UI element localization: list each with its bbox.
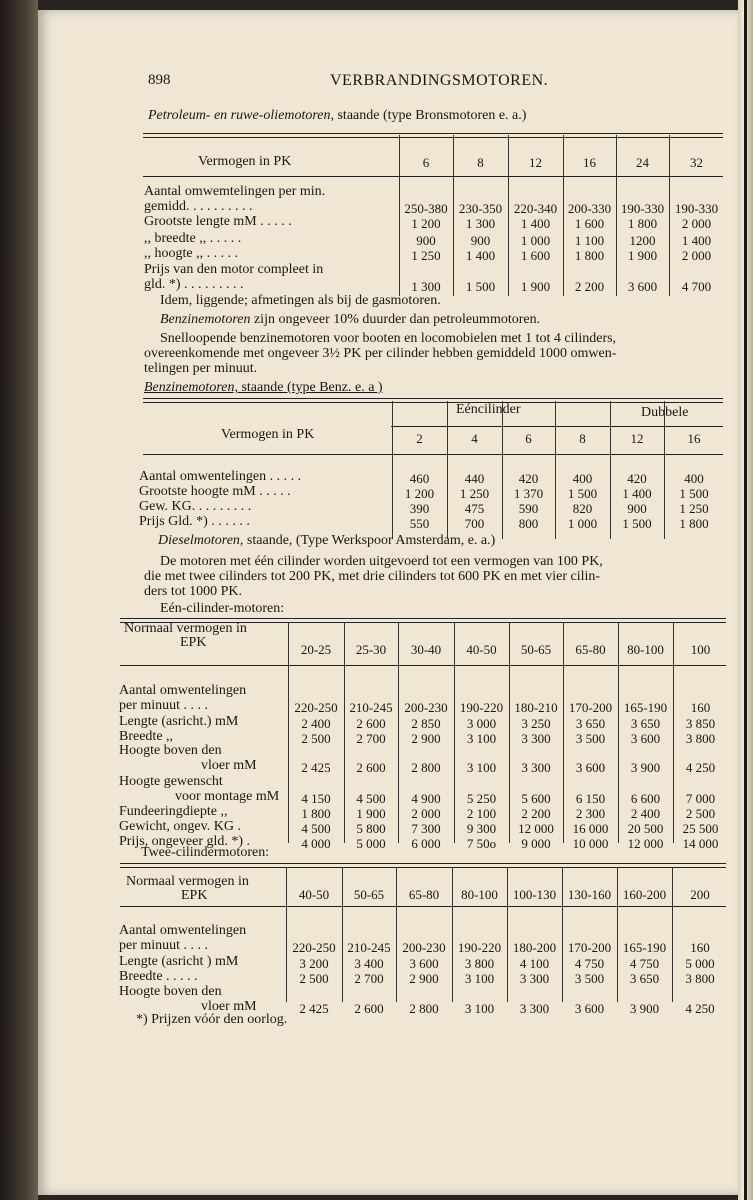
section1-row-label: Grootste lengte mM . . . . . bbox=[144, 214, 292, 229]
section2-note3: Eén-cilinder-motoren: bbox=[160, 601, 285, 616]
section2-group-dubbele: Dubbele bbox=[641, 405, 689, 420]
section3-cell: 14 000 bbox=[682, 836, 719, 851]
section2-cell: 1 200 bbox=[404, 486, 435, 501]
section2-cell: 420 bbox=[518, 471, 539, 486]
section3-cell: 1 800 bbox=[301, 806, 331, 821]
section1-cell: 1 600 bbox=[574, 216, 605, 231]
section3-cell: 6 600 bbox=[630, 791, 661, 806]
section1-cell: 250-380 bbox=[404, 201, 448, 216]
section3-row-label: Gewicht, ongev. KG . bbox=[119, 819, 241, 834]
section1-note2-rest: zijn ongeveer 10% duurder dan petroleummotoren. bbox=[253, 312, 541, 327]
section3-cell: 2 600 bbox=[356, 716, 386, 731]
section3-cell: 2 400 bbox=[301, 716, 331, 731]
section4-cell: 220-250 bbox=[292, 940, 336, 955]
section4-cell: 2 800 bbox=[409, 1001, 439, 1016]
section4-header-label1: Normaal vermogen in bbox=[126, 874, 249, 889]
section4-cell: 3 600 bbox=[574, 1001, 605, 1016]
section2-note1-rest: staande, (Type Werkspoor Amsterdam, e. a.) bbox=[246, 533, 496, 548]
section3-col-4: 50-65 bbox=[520, 642, 552, 657]
section3-note: Twee-cilindermotoren: bbox=[141, 845, 270, 860]
section3-cell: 160 bbox=[690, 700, 711, 715]
section3-header-label2: EPK bbox=[180, 635, 207, 650]
section3-cell: 5 250 bbox=[466, 791, 497, 806]
section3-cell: 4 150 bbox=[301, 791, 331, 806]
section1-row-label2: gld. *) . . . . . . . . . bbox=[144, 277, 244, 292]
section3-cell: 180-210 bbox=[514, 700, 558, 715]
section3-cell: 165-190 bbox=[623, 700, 668, 715]
section3-cell: 5 600 bbox=[521, 791, 551, 806]
section2-cell: 700 bbox=[464, 516, 485, 531]
section3-col-0: 20-25 bbox=[300, 642, 332, 657]
section1-col-1: 8 bbox=[477, 155, 484, 170]
section1-note2-italic: Benzinemotoren bbox=[160, 312, 251, 327]
section3-cell: 4 000 bbox=[301, 836, 331, 851]
section3-row-label: Prijs, ongeveer gld. *) . bbox=[119, 834, 251, 849]
section4-row-label2: vloer mM bbox=[201, 999, 257, 1014]
section2-col-0: 2 bbox=[416, 431, 423, 446]
section3-cell: 3 800 bbox=[685, 731, 716, 746]
section1-cell: 3 600 bbox=[627, 279, 658, 294]
section3-cell: 200-230 bbox=[404, 700, 448, 715]
section4-cell: 4 250 bbox=[685, 1001, 715, 1016]
section4-col-2: 65-80 bbox=[408, 887, 440, 902]
section3-cell: 4 250 bbox=[685, 760, 716, 775]
section3-cell: 12 000 bbox=[518, 821, 554, 836]
section2-row-label: Grootste hoogte mM . . . . . bbox=[139, 484, 291, 499]
section1-cell: 1 500 bbox=[465, 279, 496, 294]
footnote: *) Prijzen vóór den oorlog. bbox=[136, 1012, 288, 1027]
section1-col-5: 32 bbox=[690, 155, 703, 170]
section1-caption bbox=[148, 108, 526, 124]
section3-cell: 20 500 bbox=[627, 821, 664, 836]
section2-cell: 820 bbox=[572, 501, 593, 516]
section4-cell: 4 750 bbox=[629, 956, 660, 971]
section3-cell: 10 000 bbox=[572, 836, 609, 851]
section2-col-1: 4 bbox=[471, 431, 478, 446]
section3-cell: 3 600 bbox=[575, 760, 606, 775]
section2-group-eencilinder: Eéncilinder bbox=[456, 402, 521, 417]
section4-cell: 3 100 bbox=[464, 1001, 495, 1016]
section3-row-label2: voor montage mM bbox=[175, 789, 280, 804]
section2-row-label: Aantal omwentelingen . . . . . bbox=[139, 469, 302, 484]
section4-row-label: Lengte (asricht ) mM bbox=[119, 954, 239, 969]
section1-cell: 230-350 bbox=[458, 201, 503, 216]
book-spine bbox=[0, 0, 38, 1200]
section2-cell: 1 500 bbox=[567, 486, 598, 501]
section1-note3-line2: overeenkomende met ongeveer 3½ PK per cilinder hebben gemiddeld 1000 omwen- bbox=[144, 346, 617, 361]
section3-cell: 3 900 bbox=[630, 760, 661, 775]
section1-col-0: 6 bbox=[422, 155, 430, 170]
section2-cell: 1 800 bbox=[679, 516, 709, 531]
section2-col-5: 16 bbox=[687, 431, 701, 446]
section1-note1: Idem, liggende; afmetingen als bij de gasmotoren. bbox=[160, 293, 441, 308]
section2-cell: 400 bbox=[684, 471, 704, 486]
section3-cell: 3 100 bbox=[466, 731, 497, 746]
section4-row-label: Hoogte boven den bbox=[119, 984, 222, 999]
section4-cell: 2 900 bbox=[409, 971, 439, 986]
section2-cell: 420 bbox=[627, 471, 647, 486]
section4-cell: 3 600 bbox=[409, 956, 439, 971]
section3-cell: 1 900 bbox=[356, 806, 386, 821]
next-page-edge bbox=[738, 0, 753, 1200]
section1-cell: 190-330 bbox=[674, 201, 719, 216]
section3-cell: 3 300 bbox=[521, 731, 551, 746]
section3-cell: 4 900 bbox=[411, 791, 441, 806]
section2-row-label: Gew. KG. . . . . . . . . bbox=[139, 499, 252, 514]
section1-cell: 1 000 bbox=[520, 233, 551, 248]
section3-col-6: 80-100 bbox=[627, 642, 664, 657]
section2-note2-line1: De motoren met één cilinder worden uitgevoerd tot een vermogen van 100 PK, bbox=[160, 554, 603, 569]
section1-cell: 1 250 bbox=[411, 248, 441, 263]
section2-col-3: 8 bbox=[579, 431, 586, 446]
section1-caption-italic: Petroleum- en ruwe-oliemotoren, bbox=[148, 108, 334, 123]
section3-cell: 2 500 bbox=[685, 806, 716, 821]
section3-col-1: 25-30 bbox=[355, 642, 387, 657]
section1-cell: 1 800 bbox=[574, 248, 605, 263]
section3-cell: 3 650 bbox=[630, 716, 661, 731]
section2-header-label: Vermogen in PK bbox=[221, 427, 315, 442]
section3-cell: 25 500 bbox=[682, 821, 719, 836]
section4-cell: 2 700 bbox=[354, 971, 384, 986]
section2-cell: 550 bbox=[409, 516, 430, 531]
section1-cell: 1 300 bbox=[411, 279, 441, 294]
section3-col-3: 40-50 bbox=[466, 642, 497, 657]
section1-col-4: 24 bbox=[636, 155, 649, 170]
section2-cell: 1 000 bbox=[567, 516, 598, 531]
section4-cell: 210-245 bbox=[347, 940, 391, 955]
section3-cell: 5 800 bbox=[356, 821, 386, 836]
section3-row-label: Hoogte boven den bbox=[119, 743, 222, 758]
section1-cell: 2 200 bbox=[574, 279, 605, 294]
section4-cell: 190-220 bbox=[457, 940, 502, 955]
section3-cell: 220-250 bbox=[294, 700, 338, 715]
section2-note2-line2: die met twee cilinders tot 200 PK, met drie cilinders tot 600 PK en met vier cilin- bbox=[144, 569, 601, 584]
section3-cell: 7 000 bbox=[685, 791, 716, 806]
section1-note2 bbox=[160, 313, 540, 328]
section1-row-label: ,, breedte ,, . . . . . bbox=[144, 231, 242, 246]
section1-cell: 220-340 bbox=[513, 201, 558, 216]
section3-cell: 9 300 bbox=[466, 821, 497, 836]
section1-note3-line1: Snelloopende benzinemotoren voor booten en locomobielen met 1 tot 4 cilinders, bbox=[160, 331, 617, 346]
section4-col-3: 80-100 bbox=[461, 887, 498, 902]
section1-cell: 1 600 bbox=[520, 248, 551, 263]
section2-caption bbox=[144, 380, 383, 396]
section3-header-label1: Normaal vermogen in bbox=[124, 621, 247, 636]
section3-cell: 2 850 bbox=[411, 716, 441, 731]
section3-row-label2: vloer mM bbox=[201, 758, 257, 773]
section3-cell: 3 250 bbox=[521, 716, 551, 731]
section4-cell: 3 650 bbox=[629, 971, 660, 986]
section4-cell: 4 100 bbox=[519, 956, 550, 971]
section1-col-2: 12 bbox=[529, 155, 542, 170]
section2-cell: 390 bbox=[409, 501, 430, 516]
section4-cell: 5 000 bbox=[685, 956, 715, 971]
section4-col-7: 200 bbox=[690, 887, 710, 902]
section4-row-label2: per minuut . . . . bbox=[119, 938, 209, 953]
section4-cell: 3 500 bbox=[574, 971, 605, 986]
section3-cell: 3 650 bbox=[575, 716, 606, 731]
section3-col-5: 65-80 bbox=[575, 642, 606, 657]
section3-cell: 3 300 bbox=[521, 760, 551, 775]
section1-cell: 1 900 bbox=[627, 248, 658, 263]
section2-note1 bbox=[158, 534, 495, 549]
section4-cell: 2 425 bbox=[299, 1001, 329, 1016]
section2-cell: 800 bbox=[518, 516, 539, 531]
section2-cell: 900 bbox=[627, 501, 647, 516]
section4-cell: 180-200 bbox=[512, 940, 557, 955]
section1-cell: 2 000 bbox=[681, 216, 712, 231]
section2-cell: 590 bbox=[518, 501, 539, 516]
section1-header-label: Vermogen in PK bbox=[198, 154, 292, 169]
section4-col-1: 50-65 bbox=[353, 887, 385, 902]
section2-cell: 1 250 bbox=[679, 501, 709, 516]
section2-cell: 475 bbox=[464, 501, 485, 516]
section3-cell: 2 300 bbox=[575, 806, 606, 821]
section4-cell: 200-230 bbox=[402, 940, 446, 955]
section3-cell: 2 900 bbox=[411, 731, 441, 746]
section1-caption-rest: staande (type Bronsmotoren e. a.) bbox=[337, 108, 527, 123]
section2-cell: 400 bbox=[572, 471, 593, 486]
section2-note1-italic: Dieselmotoren, bbox=[158, 533, 244, 548]
section3-cell: 3 600 bbox=[630, 731, 661, 746]
section1-col-3: 16 bbox=[583, 155, 596, 170]
section3-cell: 3 850 bbox=[685, 716, 716, 731]
section4-cell: 3 100 bbox=[464, 971, 495, 986]
section2-cell: 1 370 bbox=[513, 486, 544, 501]
section3-cell: 2 800 bbox=[411, 760, 441, 775]
section2-note2-line3: ders tot 1000 PK. bbox=[144, 584, 242, 599]
section3-cell: 7 300 bbox=[411, 821, 441, 836]
section1-row-label: Prijs van den motor compleet in bbox=[144, 262, 324, 277]
section4-cell: 160 bbox=[690, 940, 710, 955]
section1-cell: 900 bbox=[470, 233, 491, 248]
section3-cell: 2 500 bbox=[301, 731, 331, 746]
section2-caption-rest: staande (type Benz. e. a ) bbox=[241, 380, 383, 395]
section1-note3-line3: telingen per minuut. bbox=[144, 361, 258, 376]
section1-cell: 190-330 bbox=[620, 201, 665, 216]
section1-cell: 2 000 bbox=[681, 248, 712, 263]
section1-cell: 4 700 bbox=[681, 279, 712, 294]
section4-cell: 4 750 bbox=[574, 956, 605, 971]
section3-cell: 6 000 bbox=[411, 836, 441, 851]
section4-col-5: 130-160 bbox=[567, 887, 612, 902]
section2-cell: 460 bbox=[409, 471, 430, 486]
section4-cell: 3 400 bbox=[354, 956, 384, 971]
section3-cell: 7 50o bbox=[466, 836, 497, 851]
section2-col-4: 12 bbox=[630, 431, 644, 446]
section1-cell: 1 300 bbox=[465, 216, 496, 231]
section1-row-label2: gemidd. . . . . . . . . . bbox=[144, 199, 253, 214]
book-page bbox=[38, 10, 738, 1195]
section4-cell: 3 300 bbox=[519, 1001, 550, 1016]
section3-cell: 5 000 bbox=[356, 836, 386, 851]
section2-row-label: Prijs Gld. *) . . . . . . bbox=[139, 514, 250, 529]
section4-col-6: 160-200 bbox=[622, 887, 667, 902]
section4-cell: 2 500 bbox=[299, 971, 329, 986]
section3-row-label: Fundeeringdiepte ,, bbox=[119, 804, 228, 819]
section4-cell: 165-190 bbox=[622, 940, 667, 955]
section1-cell: 1 400 bbox=[681, 233, 712, 248]
section3-cell: 4 500 bbox=[356, 791, 386, 806]
section3-cell: 210-245 bbox=[349, 700, 393, 715]
section3-cell: 3 500 bbox=[575, 731, 606, 746]
section1-cell: 1 400 bbox=[520, 216, 551, 231]
section4-cell: 3 900 bbox=[629, 1001, 660, 1016]
section1-cell: 1200 bbox=[629, 233, 656, 248]
section4-cell: 3 800 bbox=[685, 971, 715, 986]
section3-cell: 3 100 bbox=[466, 760, 497, 775]
section4-cell: 170-200 bbox=[567, 940, 612, 955]
section2-cell: 440 bbox=[464, 471, 485, 486]
section4-col-4: 100-130 bbox=[512, 887, 557, 902]
section2-cell: 1 500 bbox=[622, 516, 652, 531]
section2-cell: 1 500 bbox=[679, 486, 709, 501]
section1-cell: 1 900 bbox=[520, 279, 551, 294]
page-number: 898 bbox=[148, 72, 171, 88]
section3-row-label: Aantal omwentelingen bbox=[119, 683, 247, 698]
section3-cell: 16 000 bbox=[572, 821, 609, 836]
section4-header-label2: EPK bbox=[181, 888, 208, 903]
section3-cell: 170-200 bbox=[568, 700, 613, 715]
section4-cell: 3 200 bbox=[299, 956, 329, 971]
section2-col-2: 6 bbox=[525, 431, 532, 446]
section4-cell: 3 300 bbox=[519, 971, 550, 986]
section4-cell: 3 800 bbox=[464, 956, 495, 971]
section3-col-7: 100 bbox=[690, 642, 711, 657]
section4-row-label: Breedte . . . . . bbox=[119, 969, 198, 984]
section3-col-2: 30-40 bbox=[410, 642, 442, 657]
section1-cell: 200-330 bbox=[567, 201, 612, 216]
section1-row-label: ,, hoogte ,, . . . . . bbox=[144, 246, 239, 261]
section3-row-label: Hoogte gewenscht bbox=[119, 774, 223, 789]
section4-col-0: 40-50 bbox=[298, 887, 330, 902]
section1-cell: 1 100 bbox=[574, 233, 605, 248]
running-head: VERBRANDINGSMOTOREN. bbox=[330, 72, 549, 89]
section2-cell: 1 400 bbox=[622, 486, 652, 501]
section3-cell: 6 150 bbox=[575, 791, 606, 806]
section3-cell: 2 600 bbox=[356, 760, 386, 775]
section1-cell: 900 bbox=[416, 233, 436, 248]
section3-cell: 2 000 bbox=[411, 806, 441, 821]
section3-cell: 2 700 bbox=[356, 731, 386, 746]
section3-cell: 2 100 bbox=[466, 806, 497, 821]
section3-cell: 9 000 bbox=[521, 836, 551, 851]
section2-caption-italic: Benzinemotoren, bbox=[144, 380, 238, 395]
section3-cell: 12 000 bbox=[627, 836, 664, 851]
section3-cell: 190-220 bbox=[459, 700, 504, 715]
section1-row-label: Aantal omwemtelingen per min. bbox=[144, 184, 326, 199]
section3-cell: 2 400 bbox=[630, 806, 661, 821]
section3-cell: 2 425 bbox=[301, 760, 331, 775]
section1-cell: 1 800 bbox=[627, 216, 658, 231]
section3-cell: 3 000 bbox=[466, 716, 497, 731]
section3-cell: 4 500 bbox=[301, 821, 331, 836]
section3-row-label: Breedte ,, bbox=[119, 729, 174, 744]
section3-row-label2: per minuut . . . . bbox=[119, 698, 209, 713]
section3-row-label: Lengte (asricht.) mM bbox=[119, 714, 239, 729]
section4-cell: 2 600 bbox=[354, 1001, 384, 1016]
section3-cell: 2 200 bbox=[521, 806, 551, 821]
section1-cell: 1 200 bbox=[411, 216, 441, 231]
section4-row-label: Aantal omwentelingen bbox=[119, 923, 247, 938]
section2-cell: 1 250 bbox=[459, 486, 490, 501]
section1-cell: 1 400 bbox=[465, 248, 496, 263]
